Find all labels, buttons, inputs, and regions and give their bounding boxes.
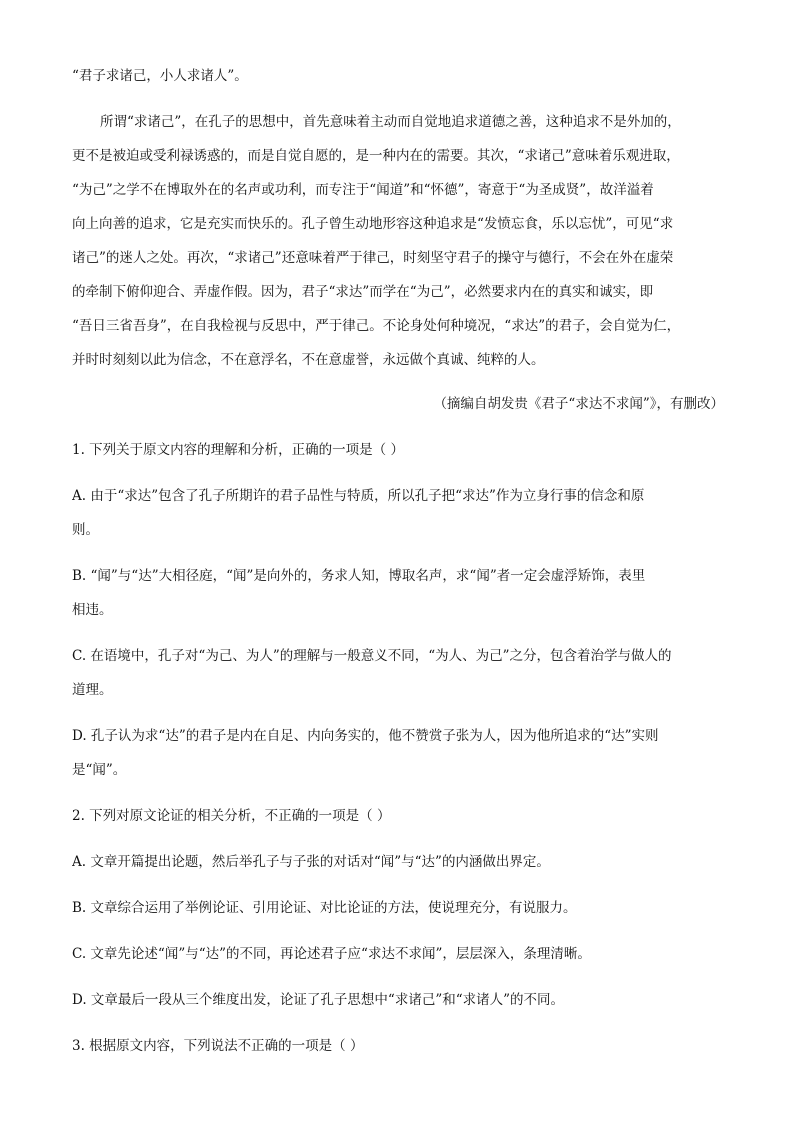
q2-option-b: B. 文章综合运用了举例论证、引用论证、对比论证的方法，使说理充分，有说服力。 — [72, 900, 577, 916]
q1-option-b-line-2: 相违。 — [72, 602, 113, 618]
paragraph-line-7: “吾日三省吾身”，在自我检视与反思中，严于律己。不论身处何种境况，“求达”的君子，会自觉为仁， — [72, 318, 681, 334]
q1-option-c-line-2: 道理。 — [72, 682, 113, 698]
q2-option-d: D. 文章最后一段从三个维度出发，论证了孔子思想中“求诸己”和“求诸人”的不同。 — [72, 992, 565, 1008]
q1-option-b-line-1: B. “闻”与“达”大相径庭，“闻”是向外的，务求人知，博取名声，求“闻”者一定会虚浮矫饰，表里 — [72, 568, 646, 584]
q1-option-a-line-2: 则。 — [72, 522, 99, 538]
paragraph-line-3: “为己”之学不在博取外在的名声或功利，而专注于“闻道”和“怀德”，寄意于“为圣成贤”，故洋溢着 — [72, 182, 654, 198]
q1-option-a-line-1: A. 由于“求达”包含了孔子所期许的君子品性与特质，所以孔子把“求达”作为立身行事的信念和原 — [72, 488, 645, 504]
paragraph-line-4: 向上向善的追求，它是充实而快乐的。孔子曾生动地形容这种追求是“发愤忘食，乐以忘忧”，可见“求 — [72, 216, 674, 232]
question-2-stem: 2. 下列对原文论证的相关分析，不正确的一项是（ ） — [72, 808, 391, 824]
question-1-stem: 1. 下列关于原文内容的理解和分析，正确的一项是（ ） — [72, 442, 404, 458]
intro-quote: “君子求诸己，小人求诸人”。 — [72, 68, 248, 84]
paragraph-line-2: 更不是被迫或受利禄诱惑的，而是自觉自愿的，是一种内在的需要。其次，“求诸己”意味着乐观进取， — [72, 148, 680, 164]
question-3-stem: 3. 根据原文内容，下列说法不正确的一项是（ ） — [72, 1038, 364, 1054]
q2-option-c: C. 文章先论述“闻”与“达”的不同，再论述君子应“求达不求闻”，层层深入，条理清晰。 — [72, 946, 591, 962]
source-citation: （摘编自胡发贵《君子“求达不求闻”》，有删改） — [433, 396, 724, 412]
q2-option-a: A. 文章开篇提出论题，然后举孔子与子张的对话对“闻”与“达”的内涵做出界定。 — [72, 854, 550, 870]
paragraph-line-8: 并时时刻刻以此为信念，不在意浮名，不在意虚誉，永远做个真诚、纯粹的人。 — [72, 352, 545, 368]
paragraph-line-1: 所谓“求诸己”，在孔子的思想中，首先意味着主动而自觉地追求道德之善，这种追求不是外加的， — [100, 114, 681, 130]
paragraph-line-5: 诸己”的迷人之处。再次，“求诸己”还意味着严于律己，时刻坚守君子的操守与德行，不会在外在虚荣 — [72, 250, 674, 266]
q1-option-d-line-1: D. 孔子认为求“达”的君子是内在自足、内向务实的，他不赞赏子张为人，因为他所追求的“达”实则 — [72, 728, 659, 744]
q1-option-c-line-1: C. 在语境中，孔子对“为己、为人”的理解与一般意义不同，“为人、为己”之分，包含着治学与做人的 — [72, 648, 672, 664]
q1-option-d-line-2: 是“闻”。 — [72, 762, 127, 778]
paragraph-line-6: 的牵制下俯仰迎合、弄虚作假。因为，君子“求达”而学在“为己”，必然要求内在的真实和诚实，即 — [72, 284, 654, 300]
